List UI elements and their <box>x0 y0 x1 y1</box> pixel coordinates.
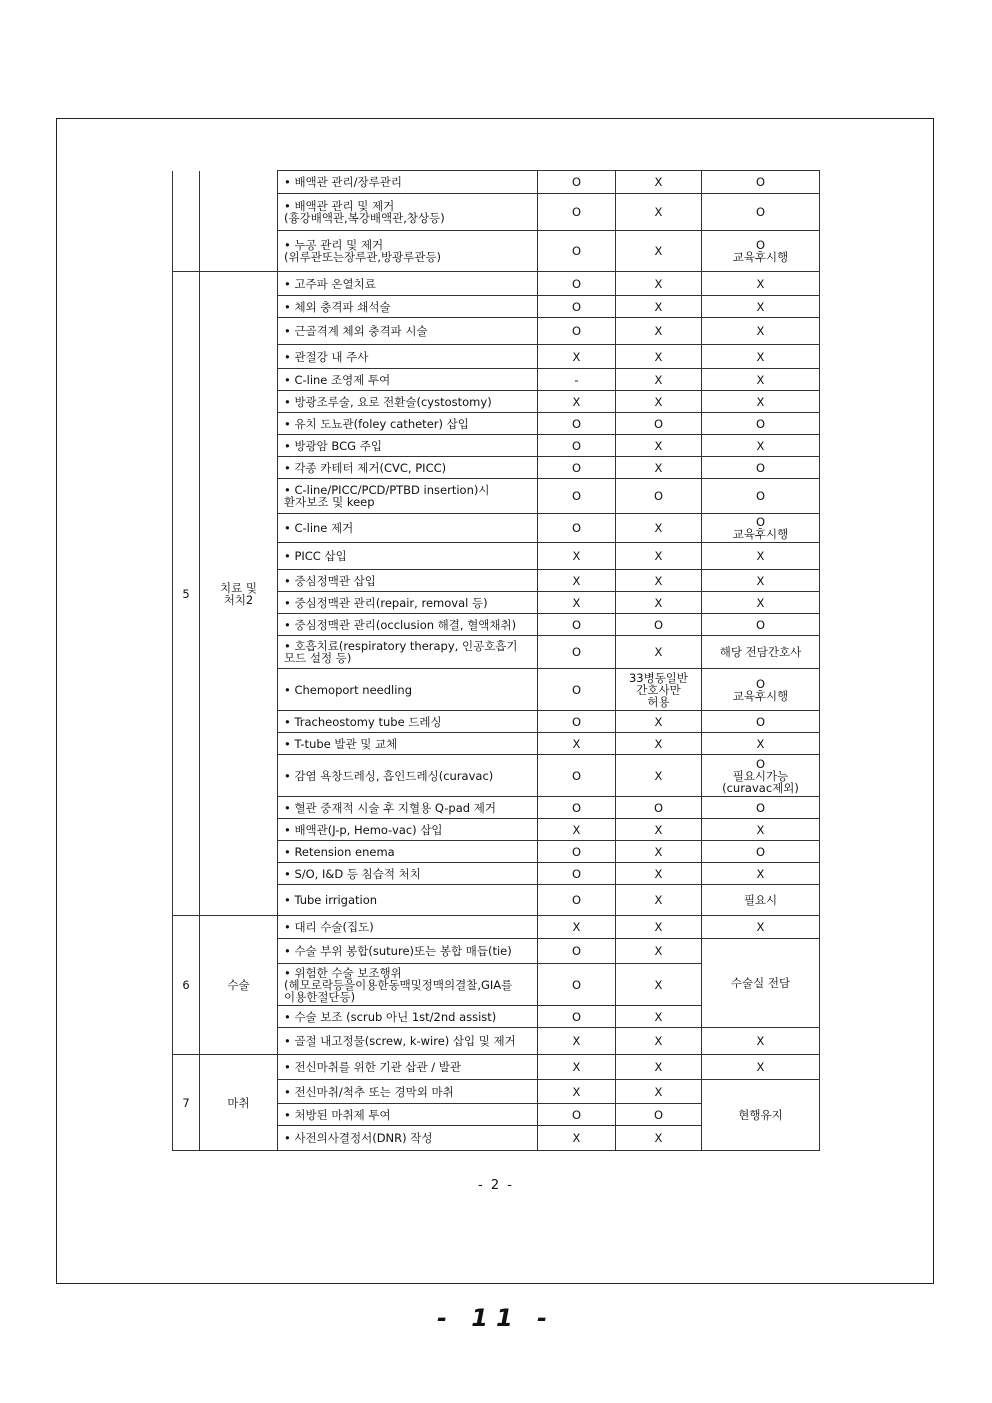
task-item: • 수술 보조 (scrub 아닌 1st/2nd assist) <box>278 1006 538 1028</box>
section-category: 치료 및 처치2 <box>200 272 278 916</box>
value-col-1: O <box>538 863 616 885</box>
value-col-1: O <box>538 1104 616 1126</box>
footer-page-number: - 11 - <box>436 1304 556 1332</box>
value-col-2: X <box>616 592 702 614</box>
value-col-2: X <box>616 272 702 296</box>
task-item: • 중심정맥관 관리(occlusion 해결, 혈액채취) <box>278 614 538 636</box>
page-number: - 2 - <box>478 1178 514 1193</box>
table-row <box>173 916 820 939</box>
value-col-3: O <box>702 413 820 435</box>
value-col-3: X <box>702 863 820 885</box>
value-col-2: X <box>616 171 702 194</box>
value-col-3: X <box>702 543 820 570</box>
value-col-2: O <box>616 413 702 435</box>
value-col-1: O <box>538 413 616 435</box>
value-col-3: X <box>702 733 820 755</box>
value-col-3: X <box>702 435 820 457</box>
value-col-3: X <box>702 391 820 413</box>
value-col-2: X <box>616 1028 702 1055</box>
value-col-3: O <box>702 194 820 231</box>
value-col-2: X <box>616 885 702 916</box>
value-col-3: O <box>702 841 820 863</box>
value-col-1: O <box>538 457 616 479</box>
task-item: • C-line 조영제 투여 <box>278 369 538 391</box>
merged-value-col-3: 수술실 전담 <box>702 939 820 1028</box>
section-category: 수술 <box>200 916 278 1055</box>
value-col-2: X <box>616 916 702 939</box>
value-col-1: O <box>538 885 616 916</box>
value-col-1: O <box>538 939 616 964</box>
value-col-3: X <box>702 369 820 391</box>
number-cell-continued <box>173 171 200 272</box>
value-col-3: X <box>702 819 820 841</box>
value-col-2: O <box>616 614 702 636</box>
value-col-1: X <box>538 592 616 614</box>
value-col-1: O <box>538 194 616 231</box>
task-item: • Tracheostomy tube 드레싱 <box>278 711 538 733</box>
value-col-3: X <box>702 1028 820 1055</box>
task-item: • 누공 관리 및 제거 (위루관또는장루관,방광루관등) <box>278 231 538 272</box>
task-item: • 관절강 내 주사 <box>278 345 538 369</box>
value-col-2: X <box>616 863 702 885</box>
task-item: • T-tube 발관 및 교체 <box>278 733 538 755</box>
value-col-3: O <box>702 171 820 194</box>
value-col-1: O <box>538 479 616 514</box>
task-item: • Retension enema <box>278 841 538 863</box>
value-col-3: O 교육후시행 <box>702 231 820 272</box>
value-col-1: O <box>538 614 616 636</box>
value-col-1: O <box>538 272 616 296</box>
task-item: • 배액관 관리/장루관리 <box>278 171 538 194</box>
value-col-1: X <box>538 1126 616 1151</box>
value-col-2: X <box>616 345 702 369</box>
value-col-2: X <box>616 514 702 543</box>
task-item: • PICC 삽입 <box>278 543 538 570</box>
value-col-1: O <box>538 1006 616 1028</box>
value-col-2: X <box>616 711 702 733</box>
task-item: • 방광암 BCG 주입 <box>278 435 538 457</box>
value-col-2: O <box>616 1104 702 1126</box>
value-col-1: O <box>538 964 616 1006</box>
task-item: • 고주파 온열치료 <box>278 272 538 296</box>
value-col-2: X <box>616 939 702 964</box>
task-item: • Tube irrigation <box>278 885 538 916</box>
value-col-3: O <box>702 457 820 479</box>
value-col-3: X <box>702 916 820 939</box>
task-item: • 사전의사결정서(DNR) 작성 <box>278 1126 538 1151</box>
value-col-1: O <box>538 231 616 272</box>
value-col-2: X <box>616 435 702 457</box>
value-col-3: 필요시 <box>702 885 820 916</box>
value-col-1: X <box>538 819 616 841</box>
value-col-2: X <box>616 819 702 841</box>
value-col-1: - <box>538 369 616 391</box>
value-col-1: X <box>538 1028 616 1055</box>
value-col-1: X <box>538 345 616 369</box>
value-col-3: O <box>702 614 820 636</box>
value-col-2: X <box>616 1126 702 1151</box>
value-col-2: X <box>616 964 702 1006</box>
task-item: • 수술 부위 봉합(suture)또는 봉합 매듭(tie) <box>278 939 538 964</box>
value-col-1: O <box>538 711 616 733</box>
value-col-3: O <box>702 797 820 819</box>
section-category: 마취 <box>200 1055 278 1151</box>
value-col-2: X <box>616 231 702 272</box>
value-col-1: X <box>538 1080 616 1104</box>
value-col-3: X <box>702 296 820 318</box>
task-permission-table <box>172 170 820 1151</box>
value-col-3: O <box>702 711 820 733</box>
value-col-3: X <box>702 1055 820 1080</box>
task-item: • 배액관 관리 및 제거 (흉강배액관,복강배액관,창상등) <box>278 194 538 231</box>
value-col-1: O <box>538 797 616 819</box>
value-col-2: X <box>616 733 702 755</box>
task-item: • 전신마취/척추 또는 경막외 마취 <box>278 1080 538 1104</box>
value-col-3: O 교육후시행 <box>702 669 820 711</box>
value-col-1: O <box>538 841 616 863</box>
task-item: • 처방된 마취제 투여 <box>278 1104 538 1126</box>
value-col-1: O <box>538 755 616 797</box>
table-row <box>173 171 820 194</box>
value-col-2: X <box>616 841 702 863</box>
value-col-2: X <box>616 1080 702 1104</box>
value-col-2: X <box>616 543 702 570</box>
value-col-3: 해당 전담간호사 <box>702 636 820 669</box>
task-item: • 각종 카테터 제거(CVC, PICC) <box>278 457 538 479</box>
task-item: • 전신마취를 위한 기관 삽관 / 발관 <box>278 1055 538 1080</box>
value-col-2: X <box>616 194 702 231</box>
value-col-1: O <box>538 296 616 318</box>
value-col-2: O <box>616 479 702 514</box>
value-col-2: X <box>616 1006 702 1028</box>
value-col-3: X <box>702 272 820 296</box>
value-col-2: X <box>616 457 702 479</box>
task-item: • 중심정맥관 관리(repair, removal 등) <box>278 592 538 614</box>
task-item: • 위험한 수술 보조행위 (헤모로락등을이용한동맥및정맥의결찰,GIA를 이용한절단등) <box>278 964 538 1006</box>
section-number: 6 <box>173 916 200 1055</box>
value-col-1: O <box>538 171 616 194</box>
table-row <box>173 272 820 296</box>
value-col-3: O 필요시가능 (curavac제외) <box>702 755 820 797</box>
section-number: 7 <box>173 1055 200 1151</box>
value-col-3: O <box>702 479 820 514</box>
value-col-2: X <box>616 391 702 413</box>
task-item: • 감염 욕창드레싱, 흡인드레싱(curavac) <box>278 755 538 797</box>
task-item: • C-line 제거 <box>278 514 538 543</box>
task-item: • C-line/PICC/PCD/PTBD insertion)시 환자보조 및 keep <box>278 479 538 514</box>
value-col-1: X <box>538 733 616 755</box>
task-item: • 대리 수술(집도) <box>278 916 538 939</box>
value-col-3: O 교육후시행 <box>702 514 820 543</box>
task-item: • 근골격계 체외 충격파 시술 <box>278 318 538 345</box>
value-col-3: X <box>702 592 820 614</box>
value-col-1: X <box>538 916 616 939</box>
value-col-2: X <box>616 296 702 318</box>
value-col-2: X <box>616 636 702 669</box>
value-col-1: X <box>538 391 616 413</box>
value-col-2: O <box>616 797 702 819</box>
value-col-3: X <box>702 570 820 592</box>
value-col-2: X <box>616 369 702 391</box>
task-item: • S/O, I&D 등 침습적 처치 <box>278 863 538 885</box>
value-col-3: X <box>702 345 820 369</box>
value-col-1: X <box>538 1055 616 1080</box>
task-item: • 중심정맥관 삽입 <box>278 570 538 592</box>
task-item: • 체외 충격파 쇄석술 <box>278 296 538 318</box>
task-item: • 배액관(J-p, Hemo-vac) 삽입 <box>278 819 538 841</box>
value-col-1: O <box>538 514 616 543</box>
value-col-1: O <box>538 318 616 345</box>
value-col-2: 33병동일반 간호사만 허용 <box>616 669 702 711</box>
task-item: • Chemoport needling <box>278 669 538 711</box>
value-col-2: X <box>616 570 702 592</box>
task-item: • 방광조루술, 요로 전환술(cystostomy) <box>278 391 538 413</box>
task-item: • 유치 도뇨관(foley catheter) 삽입 <box>278 413 538 435</box>
value-col-2: X <box>616 318 702 345</box>
value-col-1: O <box>538 636 616 669</box>
value-col-2: X <box>616 755 702 797</box>
category-cell-continued <box>200 171 278 272</box>
value-col-1: O <box>538 669 616 711</box>
merged-value-col-3: 현행유지 <box>702 1080 820 1151</box>
value-col-1: X <box>538 543 616 570</box>
value-col-1: O <box>538 435 616 457</box>
task-item: • 호흡치료(respiratory therapy, 인공호흡기 모드 설정 등) <box>278 636 538 669</box>
value-col-3: X <box>702 318 820 345</box>
value-col-1: X <box>538 570 616 592</box>
section-number: 5 <box>173 272 200 916</box>
value-col-2: X <box>616 1055 702 1080</box>
task-item: • 혈관 중재적 시술 후 지혈용 Q-pad 제거 <box>278 797 538 819</box>
task-item: • 골절 내고정물(screw, k-wire) 삽입 및 제거 <box>278 1028 538 1055</box>
table-row <box>173 1055 820 1080</box>
